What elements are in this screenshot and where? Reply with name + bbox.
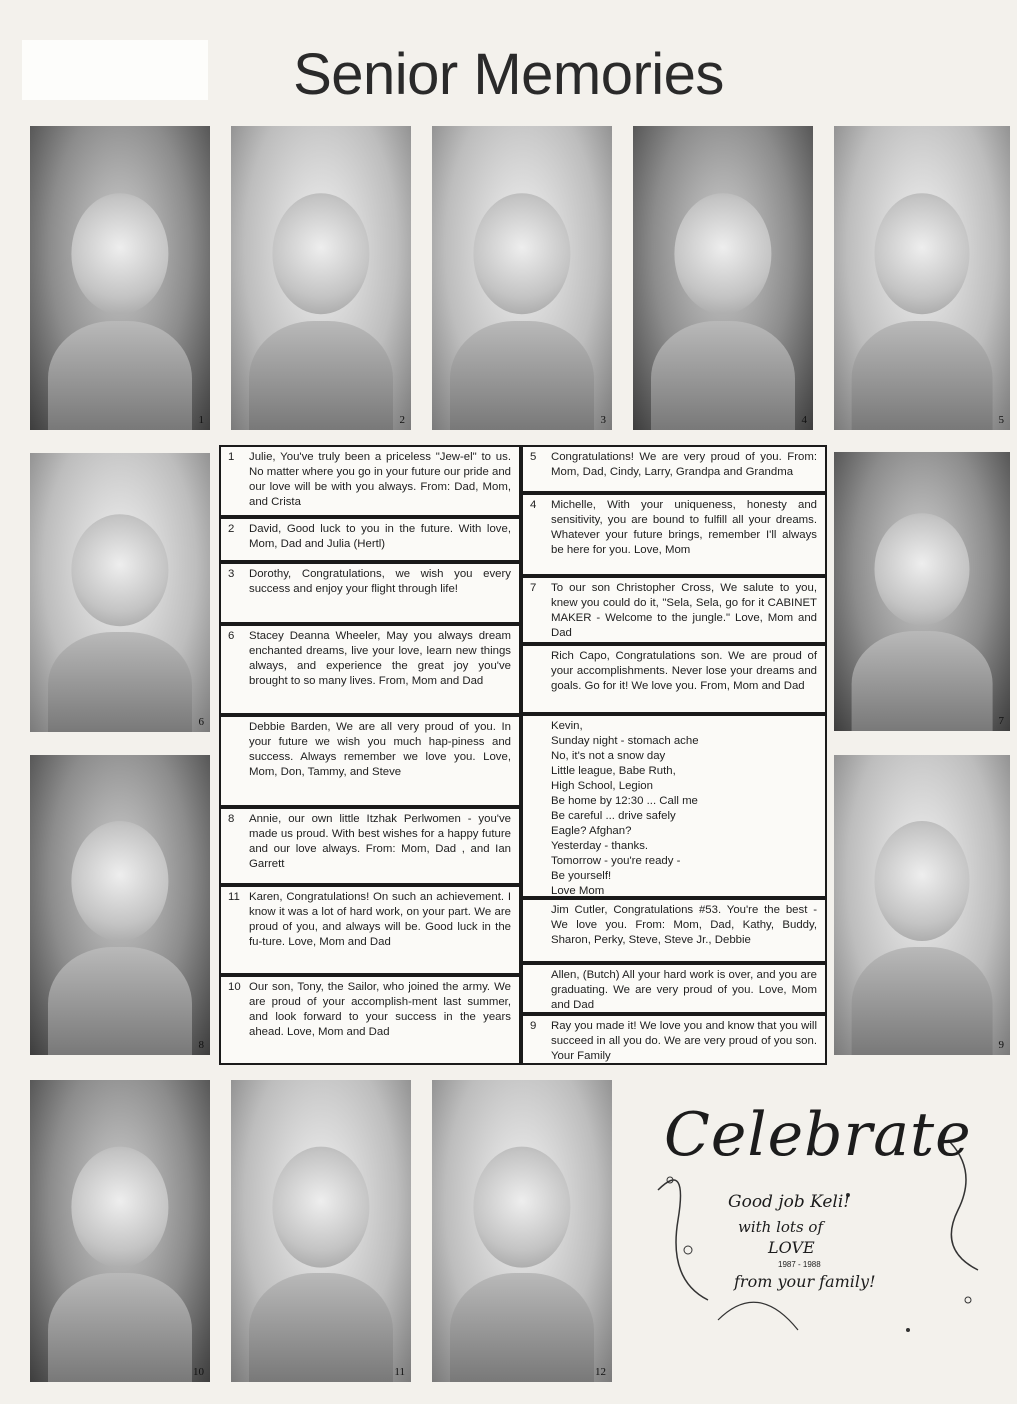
- message-text: David, Good luck to you in the future. With love, Mom, Dad and Julia (Hertl): [249, 523, 511, 550]
- message-text: Kevin, Sunday night - stomach ache No, it's not a snow day Little league, Babe Ruth, High School, Legion Be home by 12:30 ... Call me Be careful ... drive safely Eagle? Afghan? Yesterday - thanks. Tomorrow - you're ready - Be yourself! Love Mom: [551, 720, 699, 897]
- message-number: 5: [530, 451, 537, 463]
- baby-photo-12: [432, 1080, 612, 1382]
- message-number: 6: [228, 630, 235, 642]
- baby-photo-6: [30, 453, 210, 732]
- baby-photo-2: [231, 126, 411, 430]
- photo-number: 2: [399, 414, 405, 426]
- message-text: Jim Cutler, Congratulations #53. You're the best - We love you. From: Mom, Dad, Kathy, Buddy, Sharon, Perky, Steve, Steve Jr., Debbie: [551, 904, 817, 946]
- photo-number: 8: [198, 1039, 204, 1051]
- message-box: [219, 975, 521, 1065]
- celebrate-line-2: with lots of: [738, 1218, 823, 1236]
- message-number: 2: [228, 523, 235, 535]
- message-box: [219, 885, 521, 975]
- page-title: Senior Memories: [293, 42, 724, 107]
- message-number: 3: [228, 568, 235, 580]
- baby-photo-4: [633, 126, 813, 430]
- celebrate-line-1: Good job Keli!: [728, 1192, 851, 1212]
- baby-photo-5: [834, 126, 1010, 430]
- message-number: 4: [530, 499, 537, 511]
- photo-number: 10: [193, 1366, 204, 1378]
- message-text: To our son Christopher Cross, We salute to you, knew you could do it, "Sela, Sela, go for it CABINET MAKER - Welcome to the jungle." Love, Mom and Dad: [551, 582, 817, 639]
- message-text: Julie, You've truly been a priceless "Jew-el" to us. No matter where you go in your future our pride and our love will be with you always. From: Dad, Mom, and Crista: [249, 451, 511, 508]
- message-number: 11: [228, 891, 240, 903]
- message-text: Michelle, With your uniqueness, honesty and sensitivity, you are bound to fulfill all your dreams. Whatever your future brings, remember I'll always be here for you. Love, Mom: [551, 499, 817, 556]
- baby-photo-10: [30, 1080, 210, 1382]
- celebrate-word: Celebrate: [664, 1100, 972, 1170]
- message-number: 7: [530, 582, 537, 594]
- message-box: [521, 963, 827, 1014]
- message-number: 9: [530, 1020, 537, 1032]
- photo-number: 6: [198, 716, 204, 728]
- message-text: Karen, Congratulations! On such an achievement. I know it was a lot of hard work, on your part. We are proud of you, and always will be. Good luck in the fu-ture. Love, Mom and Dad: [249, 891, 511, 948]
- photo-number: 1: [198, 414, 204, 426]
- message-number: 10: [228, 981, 241, 993]
- photo-number: 11: [394, 1366, 405, 1378]
- message-box: [521, 576, 827, 644]
- photo-number: 9: [998, 1039, 1004, 1051]
- message-box: [219, 715, 521, 807]
- baby-photo-9: [834, 755, 1010, 1055]
- baby-photo-3: [432, 126, 612, 430]
- message-box: [521, 644, 827, 714]
- photo-number: 3: [600, 414, 606, 426]
- message-box: [521, 898, 827, 963]
- celebrate-dates: 1987 - 1988: [778, 1260, 821, 1269]
- message-box: [521, 493, 827, 576]
- message-number: 1: [228, 451, 235, 463]
- message-text: Ray you made it! We love you and know that you will succeed in all you do. We are very proud of you son. Your Family: [551, 1020, 817, 1062]
- baby-photo-7: [834, 452, 1010, 731]
- photo-number: 7: [998, 715, 1004, 727]
- celebrate-graphic: [648, 1100, 993, 1350]
- message-text: Annie, our own little Itzhak Perlwomen - you've made us proud. With best wishes for a happy future and our love always. From: Mom, Dad , and Ian Garrett: [249, 813, 511, 870]
- message-text: Dorothy, Congratulations, we wish you every success and enjoy your flight through life!: [249, 568, 511, 595]
- message-text: Allen, (Butch) All your hard work is over, and you are graduating. We are very proud of you. Love, Mom and Dad: [551, 969, 817, 1011]
- baby-photo-8: [30, 755, 210, 1055]
- photo-number: 12: [595, 1366, 606, 1378]
- message-box: [219, 445, 521, 517]
- message-number: 8: [228, 813, 235, 825]
- message-box: [219, 807, 521, 885]
- message-text: Stacey Deanna Wheeler, May you always dream enchanted dreams, live your love, learn new things always, and experience the great joy you've brought to so many lives. From, Mom and Dad: [249, 630, 511, 687]
- baby-photo-11: [231, 1080, 411, 1382]
- message-box: [521, 1014, 827, 1065]
- message-box: [521, 714, 827, 898]
- message-box: [219, 624, 521, 715]
- photo-number: 4: [801, 414, 807, 426]
- message-box: [521, 445, 827, 493]
- message-text: Rich Capo, Congratulations son. We are proud of your accomplishments. Never lose your dreams and goals. Go for it! We love you. From, Mom and Dad: [551, 650, 817, 692]
- message-box: [219, 517, 521, 562]
- celebrate-line-4: from your family!: [734, 1272, 876, 1291]
- message-box: [219, 562, 521, 624]
- baby-photo-1: [30, 126, 210, 430]
- photo-number: 5: [998, 414, 1004, 426]
- message-text: Debbie Barden, We are all very proud of you. In your future we wish you much hap-piness and success. Always remember we love you. Love, Mom, Don, Tammy, and Steve: [249, 721, 511, 778]
- message-text: Our son, Tony, the Sailor, who joined the army. We are proud of your accomplish-ment last summer, and look forward to your success in the years ahead. Love, Mom and Dad: [249, 981, 511, 1038]
- celebrate-line-3: LOVE: [768, 1238, 815, 1257]
- message-text: Congratulations! We are very proud of you. From: Mom, Dad, Cindy, Larry, Grandpa and Grandma: [551, 451, 817, 478]
